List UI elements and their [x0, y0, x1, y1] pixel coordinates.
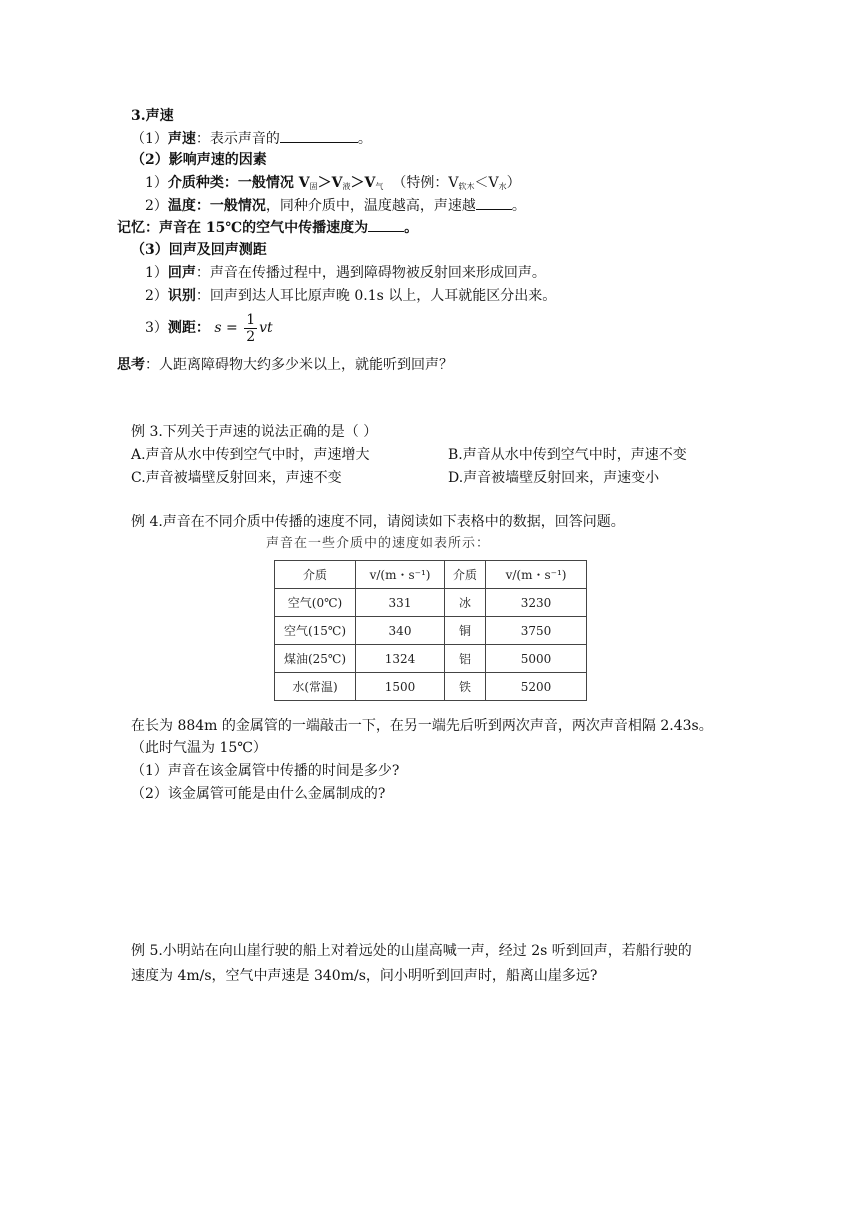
- comparison: ＞V: [317, 175, 343, 191]
- colon: ：: [195, 320, 210, 336]
- echo-definition: [145, 263, 546, 283]
- echo-text: ：声音在传播过程中，遇到障碍物被反射回来形成回声。: [195, 265, 546, 281]
- table-row: [275, 673, 587, 701]
- table-cell: 340: [356, 617, 445, 645]
- header-cell: v/(m・s⁻¹): [486, 561, 587, 589]
- special-case: （特例：V: [392, 175, 459, 191]
- table-cell: 1500: [356, 673, 445, 701]
- speed-definition: [131, 128, 372, 149]
- term-label: 介质种类：一般情况 V: [167, 175, 310, 191]
- table-cell: 空气(0℃): [275, 589, 356, 617]
- table-cell: 5000: [486, 645, 587, 673]
- fill-blank: [280, 128, 358, 143]
- comparison: ＜V: [474, 175, 499, 191]
- term-label: 思考: [117, 357, 145, 373]
- period: 。: [404, 220, 419, 236]
- fill-blank: [368, 217, 404, 232]
- table-cell: 5200: [486, 673, 587, 701]
- term-label: 测距: [167, 320, 196, 336]
- table-cell: 水(常温): [275, 673, 356, 701]
- example5-line2: 速度为 4m/s，空气中声速是 340m/s，问小明听到回声时，船离山崖多远?: [131, 968, 598, 984]
- item-number: 1）: [145, 265, 168, 281]
- comparison: ＞V: [350, 175, 376, 191]
- option-c: C.声音被墙壁反射回来，声速不变: [131, 470, 342, 486]
- example5-line1: 例 5.小明站在向山崖行驶的船上对着远处的山崖高喊一声，经过 2s 听到回声，若船行驶的: [131, 943, 692, 959]
- option-d: D.声音被墙壁反射回来，声速变小: [448, 470, 660, 486]
- subscript: 固: [309, 182, 318, 191]
- item-number: 3）: [145, 320, 168, 336]
- subscript: 水: [498, 182, 507, 191]
- table-row: [275, 645, 587, 673]
- period: 。: [511, 198, 526, 214]
- memory-text: 记忆：声音在 15℃的空气中传播速度为: [117, 220, 369, 236]
- table-cell: 3750: [486, 617, 587, 645]
- option-a: A.声音从水中传到空气中时，声速增大: [131, 447, 370, 463]
- example3-stem: 例 3.下列关于声速的说法正确的是（ ）: [131, 424, 378, 440]
- item-number: 2）: [145, 198, 168, 214]
- term-label: 识别: [167, 288, 196, 304]
- item-number: 1）: [145, 175, 168, 191]
- header-cell: 介质: [445, 561, 486, 589]
- table-cell: 煤油(25℃): [275, 645, 356, 673]
- subscript: 液: [342, 182, 351, 191]
- echo-heading: （3）回声及回声测距: [131, 242, 267, 258]
- table-cell: 铝: [445, 645, 486, 673]
- memory-line: [117, 217, 418, 238]
- example4-question2: （2）该金属管可能是由什么金属制成的?: [131, 786, 386, 802]
- term-label: 温度：一般情况: [167, 198, 266, 214]
- denominator: 2: [246, 328, 256, 345]
- term-label: 回声: [167, 265, 196, 281]
- subscript: 气: [375, 182, 384, 191]
- subscript: 软木: [458, 182, 475, 191]
- numerator: 1: [246, 311, 256, 328]
- factors-heading: （2）影响声速的因素: [131, 152, 267, 168]
- item-number: 2）: [145, 288, 168, 304]
- table-cell: 铁: [445, 673, 486, 701]
- table-cell: 1324: [356, 645, 445, 673]
- table-caption: 声音在一些介质中的速度如表所示：: [266, 536, 491, 551]
- echo-identify: [145, 286, 556, 306]
- table-cell: 冰: [445, 589, 486, 617]
- think-question: [117, 355, 453, 375]
- echo-ranging: [145, 310, 273, 346]
- formula-rhs: vt: [259, 320, 273, 336]
- formula-lhs: s =: [214, 320, 238, 336]
- header-cell: 介质: [275, 561, 356, 589]
- table-cell: 空气(15℃): [275, 617, 356, 645]
- think-text: ：人距离障碍物大约多少米以上，就能听到回声？: [145, 357, 453, 373]
- fill-blank: [476, 195, 512, 210]
- paren: ）: [506, 175, 521, 191]
- table-row: [275, 617, 587, 645]
- fraction-half: [244, 312, 257, 345]
- temperature-line: [145, 195, 526, 216]
- identify-text: ：回声到达人耳比原声晚 0.1s 以上，人耳就能区分出来。: [195, 288, 557, 304]
- example4-stem: 例 4.声音在不同介质中传播的速度不同，请阅读如下表格中的数据，回答问题。: [131, 514, 625, 530]
- speed-table: [274, 560, 587, 701]
- definition-text: ：表示声音的: [195, 131, 280, 147]
- table-cell: 铜: [445, 617, 486, 645]
- medium-type-line: [145, 173, 521, 197]
- table-header-row: [275, 561, 587, 589]
- speed-table-figure: [260, 532, 598, 714]
- example4-text: 在长为 884m 的金属管的一端敲击一下，在另一端先后听到两次声音，两次声音相隔 2.43s。: [131, 718, 713, 734]
- table-cell: 3230: [486, 589, 587, 617]
- option-b: B.声音从水中传到空气中时，声速不变: [448, 447, 687, 463]
- item-number: （1）: [131, 131, 168, 147]
- example4-question1: （1）声音在该金属管中传播的时间是多少?: [131, 763, 400, 779]
- period: 。: [357, 131, 372, 147]
- temperature-text: ，同种介质中，温度越高，声速越: [265, 198, 476, 214]
- table-cell: 331: [356, 589, 445, 617]
- header-cell: v/(m・s⁻¹): [356, 561, 445, 589]
- table-row: [275, 589, 587, 617]
- section-title: 3.声速: [131, 108, 174, 124]
- term-label: 声速: [167, 131, 196, 147]
- example4-condition: （此时气温为 15℃）: [131, 740, 267, 756]
